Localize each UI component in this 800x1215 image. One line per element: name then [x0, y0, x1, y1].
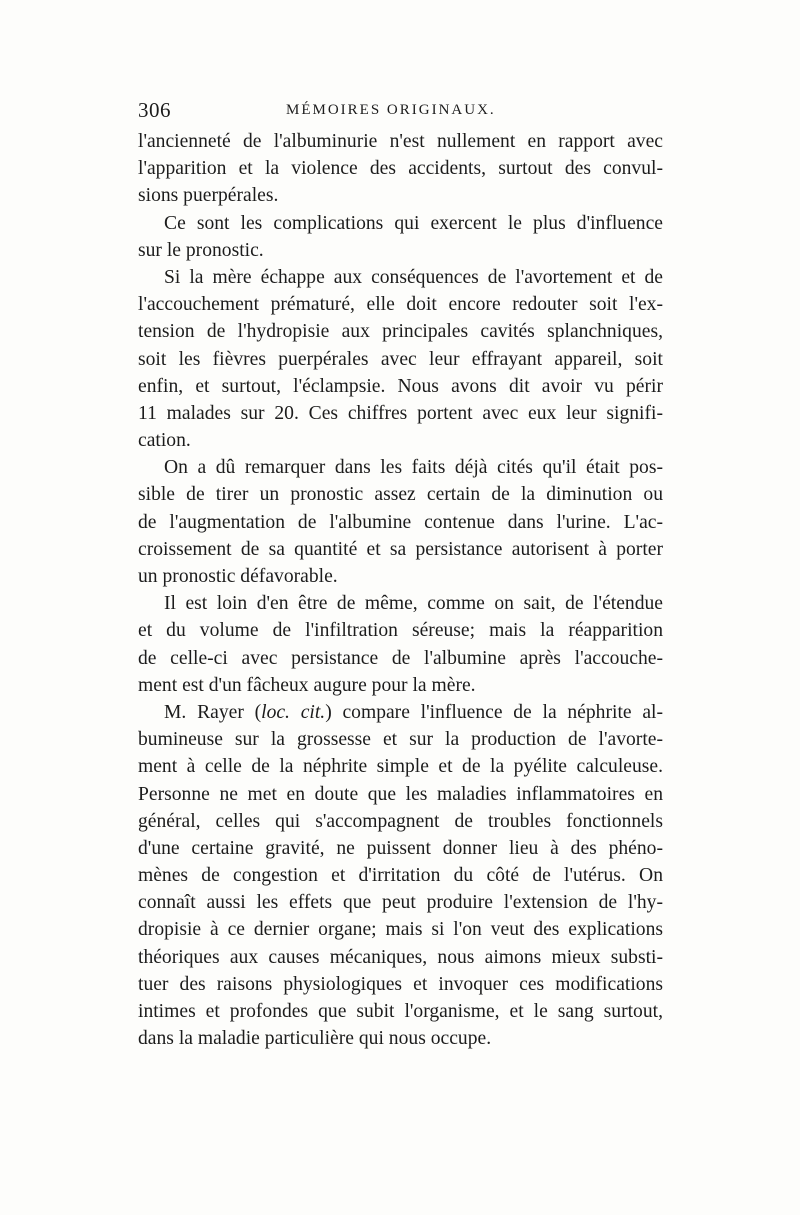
text-line: général, celles qui s'accompagnent de troubles fonctionnels — [138, 810, 663, 832]
text-line: bumineuse sur la grossesse et sur la production de l'avorte- — [138, 729, 663, 751]
text-line: dans la maladie particulière qui nous occupe. — [138, 1028, 492, 1050]
running-head — [138, 98, 663, 126]
text-line: croissement de sa quantité et sa persistance autorisent à porter — [138, 538, 663, 560]
text-line: Ce sont les complications qui exercent le plus d'influence — [164, 212, 663, 234]
text-line: 11 malades sur 20. Ces chiffres portent avec eux leur signifi- — [138, 402, 663, 424]
text-line: l'ancienneté de l'albuminurie n'est nullement en rapport avec — [138, 131, 663, 152]
text-line: dropisie à ce dernier organe; mais si l'on veut des explications — [138, 919, 663, 941]
text-line: de l'augmentation de l'albumine contenue dans l'urine. L'ac- — [138, 511, 663, 533]
body-text — [138, 128, 663, 1052]
text-line: cation. — [138, 430, 191, 452]
text-line: tuer des raisons physiologiques et invoquer ces modifications — [138, 973, 663, 995]
text-line: connaît aussi les effets que peut produire l'extension de l'hy- — [138, 892, 663, 914]
text-line: de celle-ci avec persistance de l'albumine après l'accouche- — [138, 647, 663, 669]
text-line: soit les fièvres puerpérales avec leur effrayant appareil, soit — [138, 348, 663, 370]
text-line: intimes et profondes que subit l'organisme, et le sang surtout, — [138, 1001, 663, 1022]
text-line: l'accouchement prématuré, elle doit encore redouter soit l'ex- — [138, 294, 663, 316]
text-line: tension de l'hydropisie aux principales cavités splanchniques, — [138, 321, 663, 343]
text-line: mènes de congestion et d'irritation du côté de l'utérus. On — [138, 865, 663, 887]
text-line: ment à celle de la néphrite simple et de la pyélite calculeuse. — [138, 756, 663, 778]
text-line: On a dû remarquer dans les faits déjà cités qu'il était pos- — [164, 457, 663, 479]
running-head-title: MÉMOIRES ORIGINAUX. — [286, 102, 496, 118]
text-line: sur le pronostic. — [138, 239, 264, 261]
text-line: sible de tirer un pronostic assez certain de la diminution ou — [138, 484, 663, 506]
text-line: Personne ne met en doute que les maladies inflammatoires en — [138, 783, 663, 805]
text-line: théoriques aux causes mécaniques, nous aimons mieux substi- — [138, 946, 663, 968]
text-line: Si la mère échappe aux conséquences de l'avortement et de — [164, 266, 663, 288]
text-line: ment est d'un fâcheux augure pour la mère. — [138, 674, 476, 696]
text-line: l'apparition et la violence des accidents, surtout des convul- — [138, 158, 663, 180]
text-line: sions puerpérales. — [138, 185, 279, 207]
text-line — [138, 699, 663, 726]
page-number: 306 — [138, 98, 171, 122]
text-line: et du volume de l'infiltration séreuse; mais la réapparition — [138, 620, 663, 642]
text-run: M. Rayer ( — [164, 701, 262, 723]
citation-italic: loc. cit. — [261, 701, 326, 723]
text-run: ) compare l'influence de la néphrite al- — [325, 701, 663, 723]
text-line: Il est loin d'en être de même, comme on sait, de l'étendue — [164, 593, 663, 615]
text-line: un pronostic défavorable. — [138, 566, 338, 587]
text-line: enfin, et surtout, l'éclampsie. Nous avons dit avoir vu périr — [138, 375, 663, 397]
text-line: d'une certaine gravité, ne puissent donner lieu à des phéno- — [138, 837, 663, 859]
